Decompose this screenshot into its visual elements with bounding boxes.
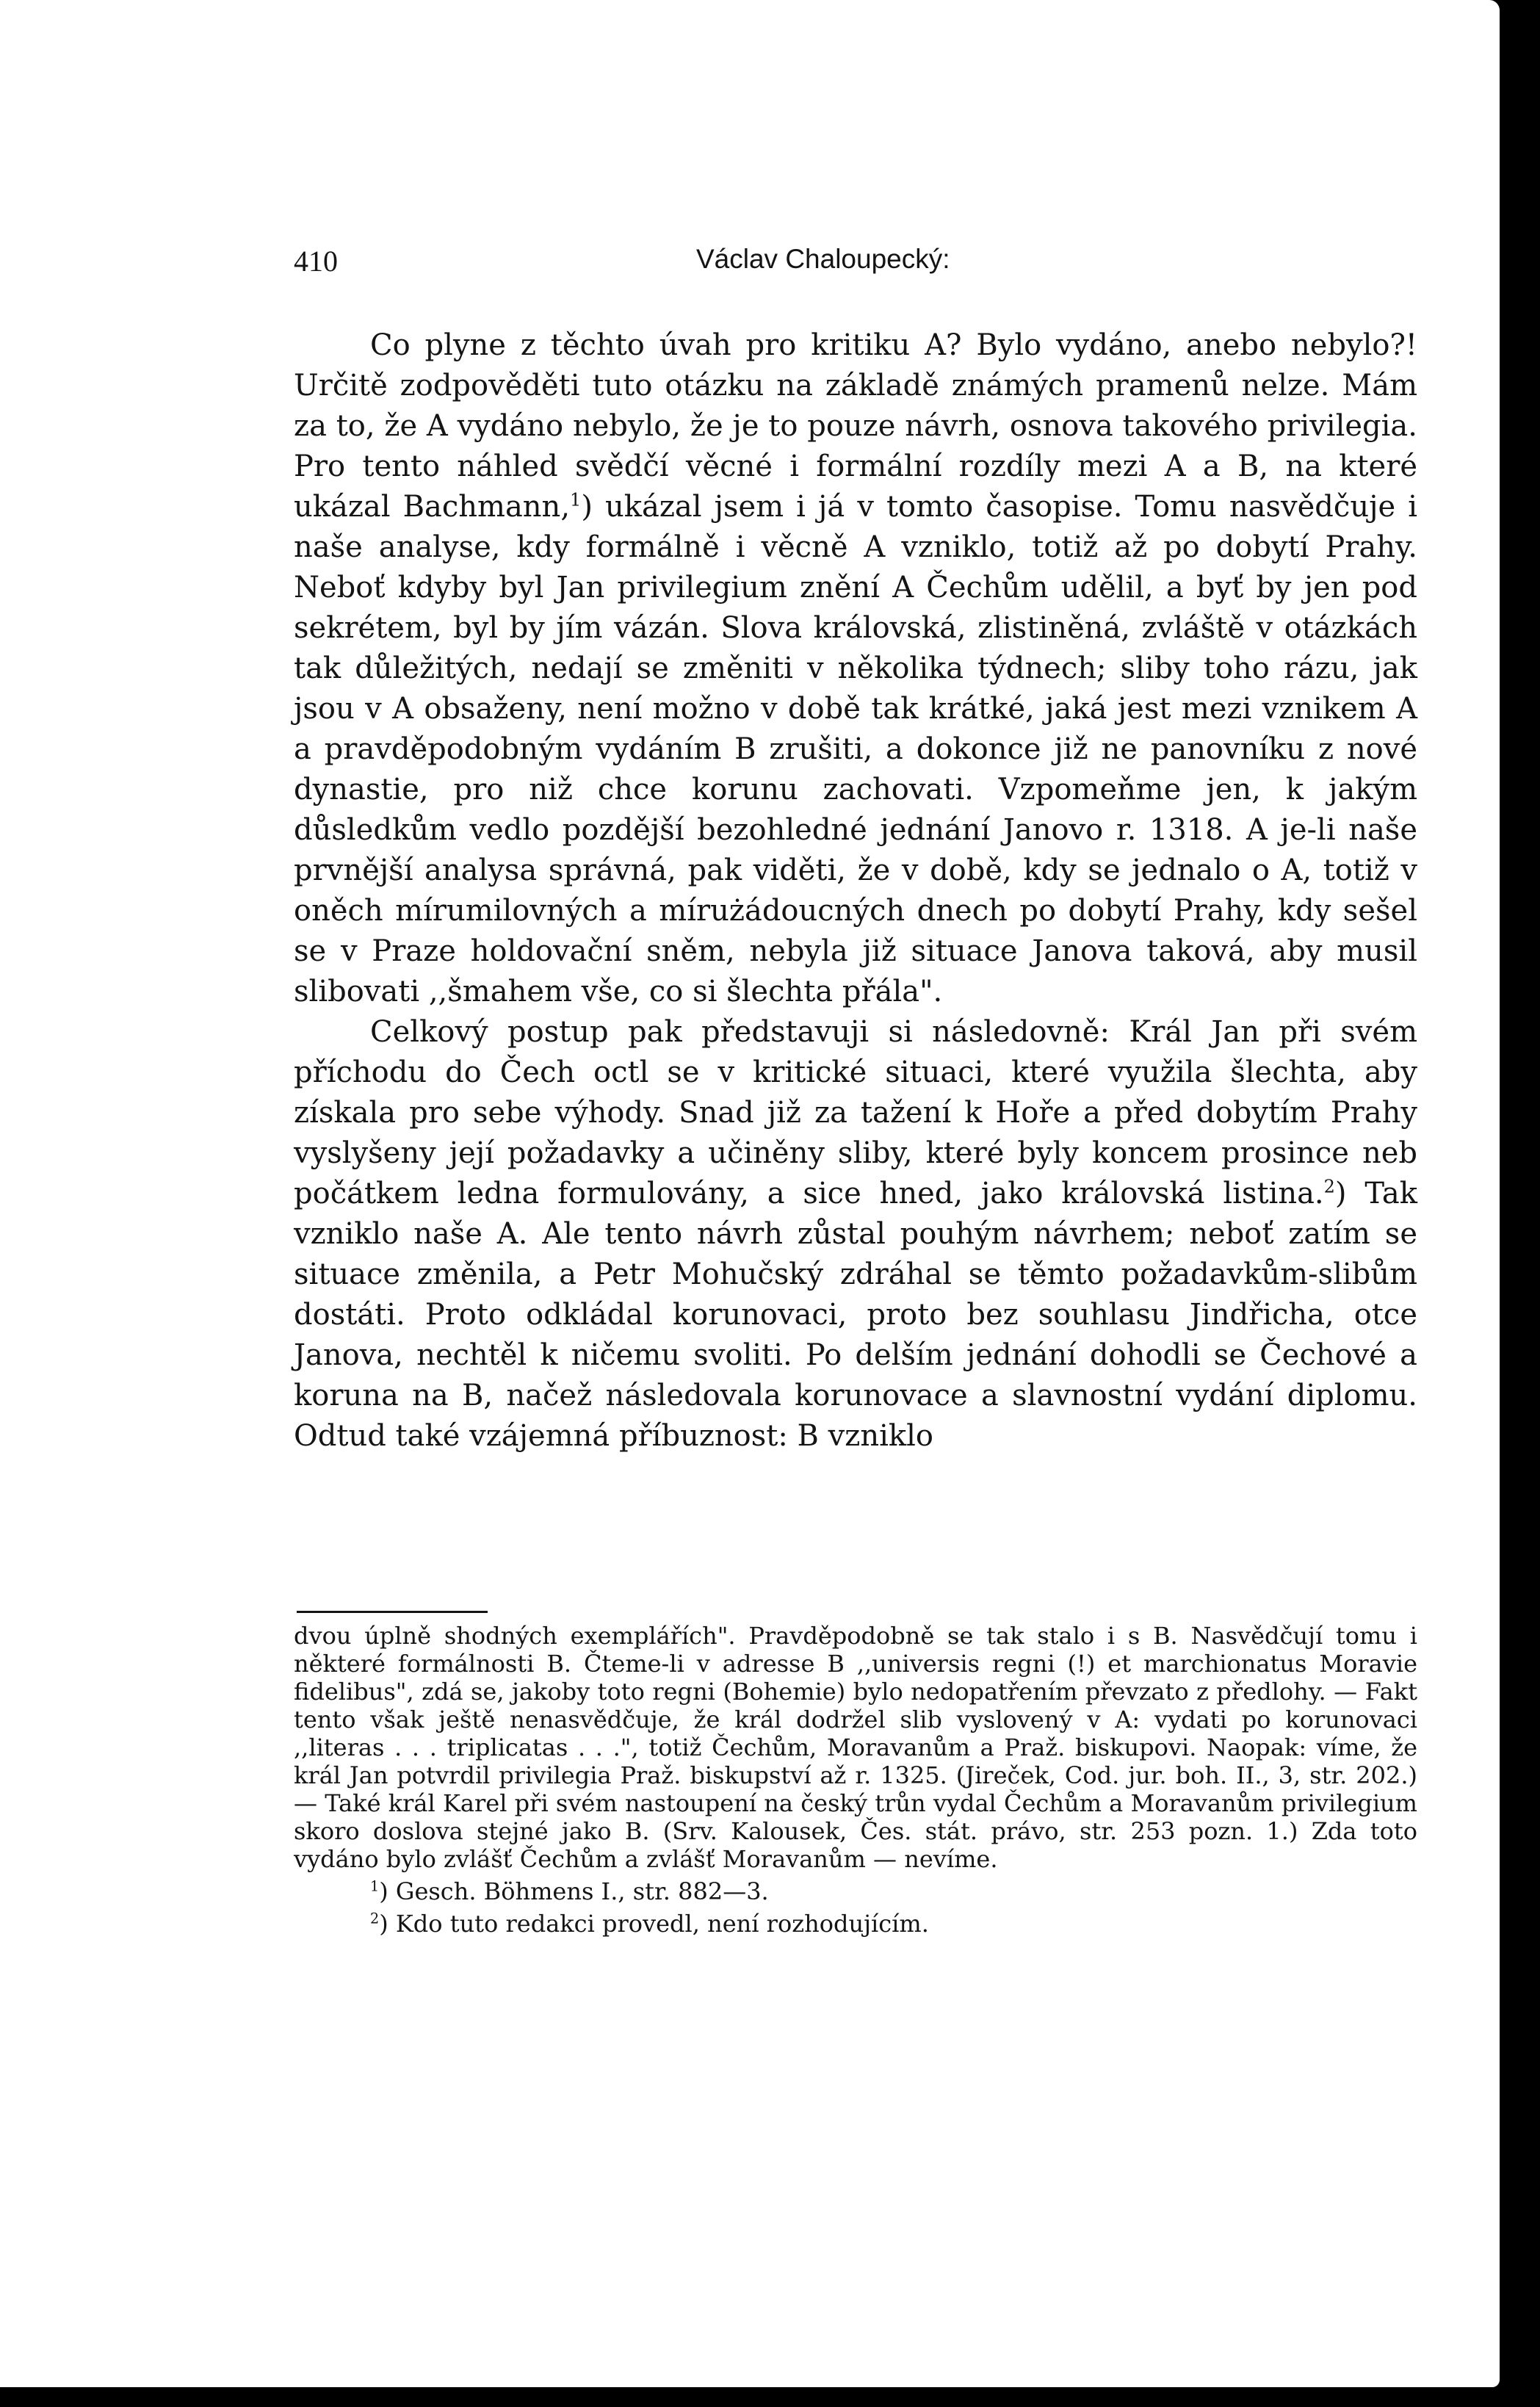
main-text bbox=[294, 325, 1417, 1457]
paragraph-2-text-b: ) Tak vzniklo naše A. Ale tento návrh zůstal pouhým návrhem; neboť zatím se situace změnila, a Petr Mohučský zdráhal se těmto požadavkům-slibům dostáti. Proto odkládal korunovaci, proto bez souhlasu Jindřicha, otce Janova, nechtěl k ničemu svoliti. Po delším jednání dohodli se Čechové a koruna na B, načež následovala korunovace a slavnostní vydání diplomu. Odtud také vzájemná příbuznost: B vzniklo bbox=[294, 1177, 1417, 1453]
footnotes bbox=[294, 1622, 1417, 1938]
page-header bbox=[294, 244, 1417, 281]
paragraph-1 bbox=[294, 325, 1417, 1012]
footnote-ref-1: 1 bbox=[570, 489, 582, 510]
paragraph-1-text-b: ) ukázal jsem i já v tomto časopise. Tomu nasvědčuje i naše analyse, kdy formálně i věcně A vzniklo, totiž až po dobytí Prahy. Neboť kdyby byl Jan privilegium znění A Čechům udělil, a byť by jen pod sekrétem, byl by jím vázán. Slova královská, zlistiněná, zvláště v otázkách tak důležitých, nedají se změniti v několika týdnech; sliby toho rázu, jak jsou v A obsaženy, není možno v době tak krátké, jaká jest mezi vznikem A a pravděpodobným vydáním B zrušiti, a dokonce již ne panovníku z nové dynastie, pro niž chce korunu zachovati. Vzpomeňme jen, k jakým důsledkům vedlo pozdější bezohledné jednání Janovo r. 1318. A je-li naše prvnější analysa správná, pak viděti, že v době, kdy se jednalo o A, totiž v oněch mírumilovných a mírużádoucných dnech po dobytí Prahy, kdy sešel se v Praze holdovační sněm, nebyla již situace Janova taková, aby musil slibovati ,,šmahem vše, co si šlechta přála". bbox=[294, 490, 1418, 1008]
page-number: 410 bbox=[294, 245, 338, 278]
footnote-2 bbox=[294, 1910, 1417, 1938]
footnote-divider bbox=[297, 1611, 488, 1613]
running-head: Václav Chaloupecký: bbox=[696, 244, 950, 274]
footnote-1 bbox=[294, 1877, 1417, 1905]
paragraph-2-text-a: Celkový postup pak představuji si následovně: Král Jan při svém příchodu do Čech octl se v kritické situaci, které využila šlechta, aby získala pro sebe výhody. Snad již za tažení k Hoře a před dobytím Prahy vyslyšeny její požadavky a učiněny sliby, které byly koncem prosince neb počátkem ledna formulovány, a sice hned, jako královská listina. bbox=[294, 1015, 1417, 1210]
footnote-2-text: ) Kdo tuto redakci provedl, není rozhodujícím. bbox=[379, 1910, 929, 1938]
footnote-1-text: ) Gesch. Böhmens I., str. 882—3. bbox=[379, 1877, 769, 1905]
footnote-2-marker: 2 bbox=[370, 1910, 380, 1927]
footnote-ref-2: 2 bbox=[1323, 1176, 1335, 1197]
paragraph-1-text-a: Co plyne z těchto úvah pro kritiku A? Bylo vydáno, anebo nebylo?! Určitě zodpověděti tuto otázku na základě známých pramenů nelze. Mám za to, že A vydáno nebylo, že je to pouze návrh, osnova takového privilegia. Pro tento náhled svědčí věcné i formální rozdíly mezi A a B, na které ukázal Bachmann, bbox=[294, 328, 1417, 524]
paragraph-2 bbox=[294, 1012, 1417, 1457]
footnote-continuation: dvou úplně shodných exemplářích". Pravděpodobně se tak stalo i s B. Nasvědčují tomu i některé formálnosti B. Čteme-li v adresse B ,,universis regni (!) et marchionatus Moravie fidelibus", zdá se, jakoby toto regni (Bohemie) bylo nedopatřením převzato z předlohy. — Fakt tento však ještě nenasvědčuje, že král dodržel slib vyslovený v A: vydati po korunovaci ,,literas . . . triplicatas . . .", totiž Čechům, Moravanům a Praž. biskupovi. Naopak: víme, že král Jan potvrdil privilegia Praž. biskupství až r. 1325. (Jireček, Cod. jur. boh. II., 3, str. 202.) — Také král Karel při svém nastoupení na český trůn vydal Čechům a Moravanům privilegium skoro doslova stejné jako B. (Srv. Kalousek, Čes. stát. právo, str. 253 pozn. 1.) Zda toto vydáno bylo zvlášť Čechům a zvlášť Moravanům — nevíme. bbox=[294, 1622, 1417, 1873]
footnote-1-marker: 1 bbox=[370, 1877, 380, 1895]
